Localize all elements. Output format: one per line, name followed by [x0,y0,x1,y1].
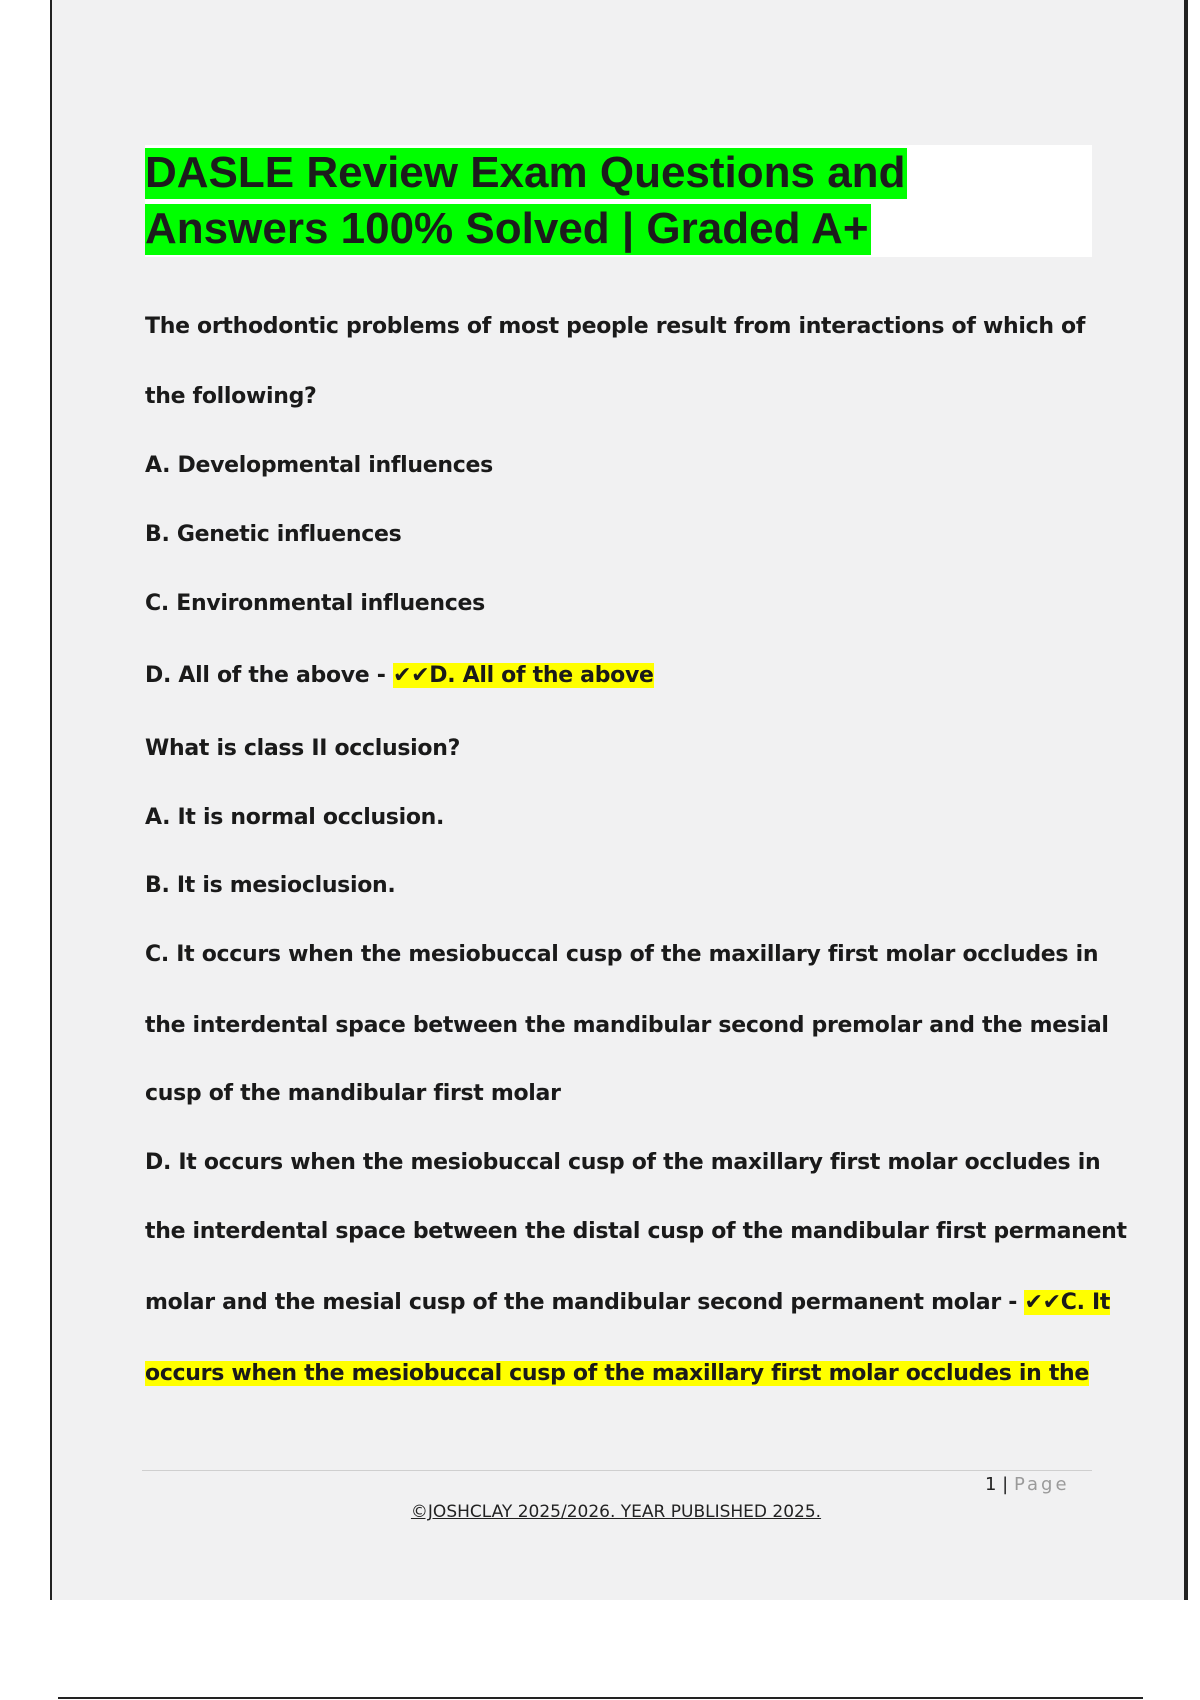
q1-answer: ✔✔D. All of the above [392,663,654,688]
q1-option-c: C. Environmental influences [145,591,485,616]
q2-option-a: A. It is normal occlusion. [145,805,445,830]
q1-question-line-2: the following? [145,384,317,409]
page-label: Page [1013,1474,1070,1495]
q1-question-line-1: The orthodontic problems of most people result from interactions of which of [145,314,1086,339]
q2-option-c-line-1: C. It occurs when the mesiobuccal cusp of the maxillary first molar occludes in [145,942,1099,967]
page-number [985,1474,1070,1495]
q2-option-d-line-2: the interdental space between the distal cusp of the mandibular first permanent [145,1219,1127,1244]
document-title [145,145,1045,257]
page-number-separator: | [996,1474,1014,1495]
q2-question: What is class II occlusion? [145,736,461,761]
page-number-value: 1 [985,1474,997,1495]
q1-option-b: B. Genetic influences [145,522,402,547]
q2-answer-line-2 [145,1357,1089,1391]
q2-answer-part-2: occurs when the mesiobuccal cusp of the maxillary first molar occludes in the [145,1361,1090,1386]
q1-option-d: D. All of the above - [145,663,393,688]
copyright-notice: ©JOSHCLAY 2025/2026. YEAR PUBLISHED 2025. [410,1502,822,1522]
q1-option-a: A. Developmental influences [145,453,493,478]
q2-option-b: B. It is mesioclusion. [145,873,396,898]
q2-option-d-text: molar and the mesial cusp of the mandibular second permanent molar - [145,1290,1025,1315]
q1-option-d-line [145,659,654,693]
q2-answer-part-1: ✔✔C. It [1024,1290,1111,1315]
title-line-2: Answers 100% Solved | Graded A+ [145,204,869,253]
footer-divider [142,1470,1092,1471]
bottom-divider [58,1697,1143,1699]
q2-option-c-line-3: cusp of the mandibular first molar [145,1081,561,1106]
q2-option-d-line-1: D. It occurs when the mesiobuccal cusp of the maxillary first molar occludes in [145,1150,1101,1175]
q2-option-c-line-2: the interdental space between the mandibular second premolar and the mesial [145,1013,1109,1038]
q2-option-d-line-3 [145,1286,1110,1320]
title-line-1: DASLE Review Exam Questions and [145,148,906,197]
